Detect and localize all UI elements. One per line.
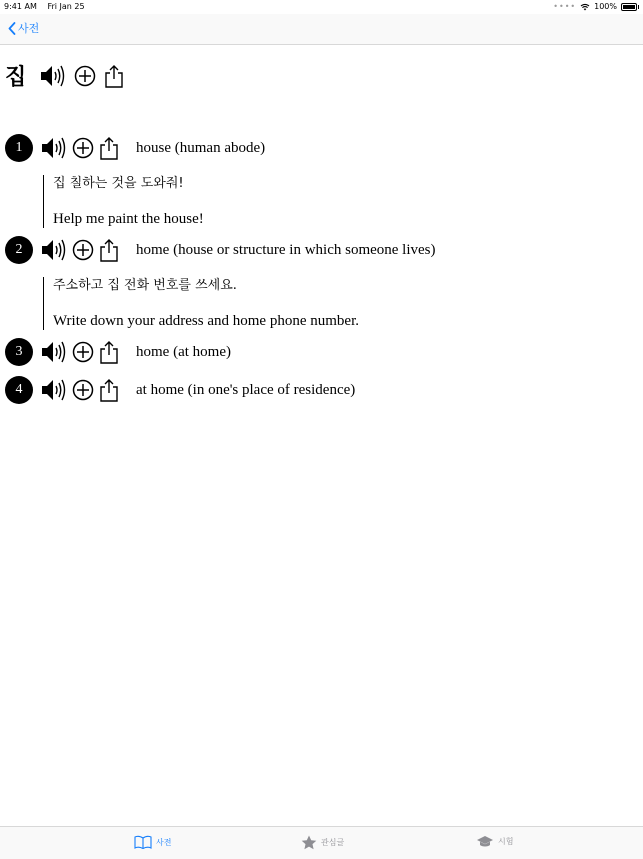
sense-number-badge: 4: [5, 376, 33, 404]
status-time: 9:41 AM: [4, 2, 37, 11]
add-circle-icon[interactable]: [72, 239, 94, 261]
sense-number-badge: 2: [5, 236, 33, 264]
status-bar: [0, 0, 643, 14]
graduation-cap-icon: [476, 835, 494, 848]
example-block: [43, 175, 613, 228]
navigation-bar: [0, 14, 643, 45]
example-block: [43, 277, 613, 330]
battery-percent: 100%: [594, 2, 617, 11]
tab-test[interactable]: [476, 835, 513, 848]
wifi-icon: [580, 3, 590, 11]
star-icon: [301, 835, 317, 850]
add-circle-icon[interactable]: [74, 65, 96, 87]
sense-gloss: house (human abode): [136, 139, 266, 156]
sense-row: [5, 376, 355, 404]
speaker-icon[interactable]: [41, 238, 67, 262]
sense-row: [5, 134, 265, 162]
add-circle-icon[interactable]: [72, 137, 94, 159]
status-left: [4, 0, 93, 14]
sense-gloss: at home (in one's place of residence): [136, 381, 356, 398]
example-korean: 주소하고 집 전화 번호를 쓰세요.: [53, 278, 237, 293]
share-icon[interactable]: [99, 238, 119, 262]
sense-gloss: home (at home): [136, 343, 231, 360]
back-label: 사전: [18, 22, 40, 35]
add-circle-icon[interactable]: [72, 341, 94, 363]
signal-dots-icon: ••••: [553, 2, 577, 11]
speaker-icon[interactable]: [41, 378, 67, 402]
example-english: Write down your address and home phone number.: [53, 313, 359, 329]
speaker-icon[interactable]: [40, 64, 66, 88]
example-korean: 집 칠하는 것을 도와줘!: [53, 176, 184, 191]
headword: 집: [5, 65, 27, 90]
speaker-icon[interactable]: [41, 136, 67, 160]
sense-number-badge: 3: [5, 338, 33, 366]
tab-bar: [0, 826, 643, 859]
back-button[interactable]: [8, 20, 39, 36]
headword-row: [5, 60, 132, 91]
sense-gloss: home (house or structure in which someone lives): [136, 241, 436, 258]
share-icon[interactable]: [104, 64, 124, 88]
sense-number-badge: 1: [5, 134, 33, 162]
battery-icon: [621, 3, 637, 11]
share-icon[interactable]: [99, 378, 119, 402]
tab-label: 시험: [498, 837, 514, 846]
sense-row: [5, 338, 231, 366]
tab-label: 관심글: [321, 838, 345, 847]
tab-dictionary[interactable]: [134, 835, 171, 849]
share-icon[interactable]: [99, 340, 119, 364]
sense-row: [5, 236, 436, 264]
book-icon: [134, 835, 152, 849]
tab-favorites[interactable]: [301, 835, 344, 850]
share-icon[interactable]: [99, 136, 119, 160]
tab-label: 사전: [156, 837, 172, 847]
status-right: [553, 0, 637, 14]
add-circle-icon[interactable]: [72, 379, 94, 401]
speaker-icon[interactable]: [41, 340, 67, 364]
example-english: Help me paint the house!: [53, 211, 204, 227]
status-date: Fri Jan 25: [47, 2, 85, 11]
chevron-left-icon: [8, 22, 16, 35]
